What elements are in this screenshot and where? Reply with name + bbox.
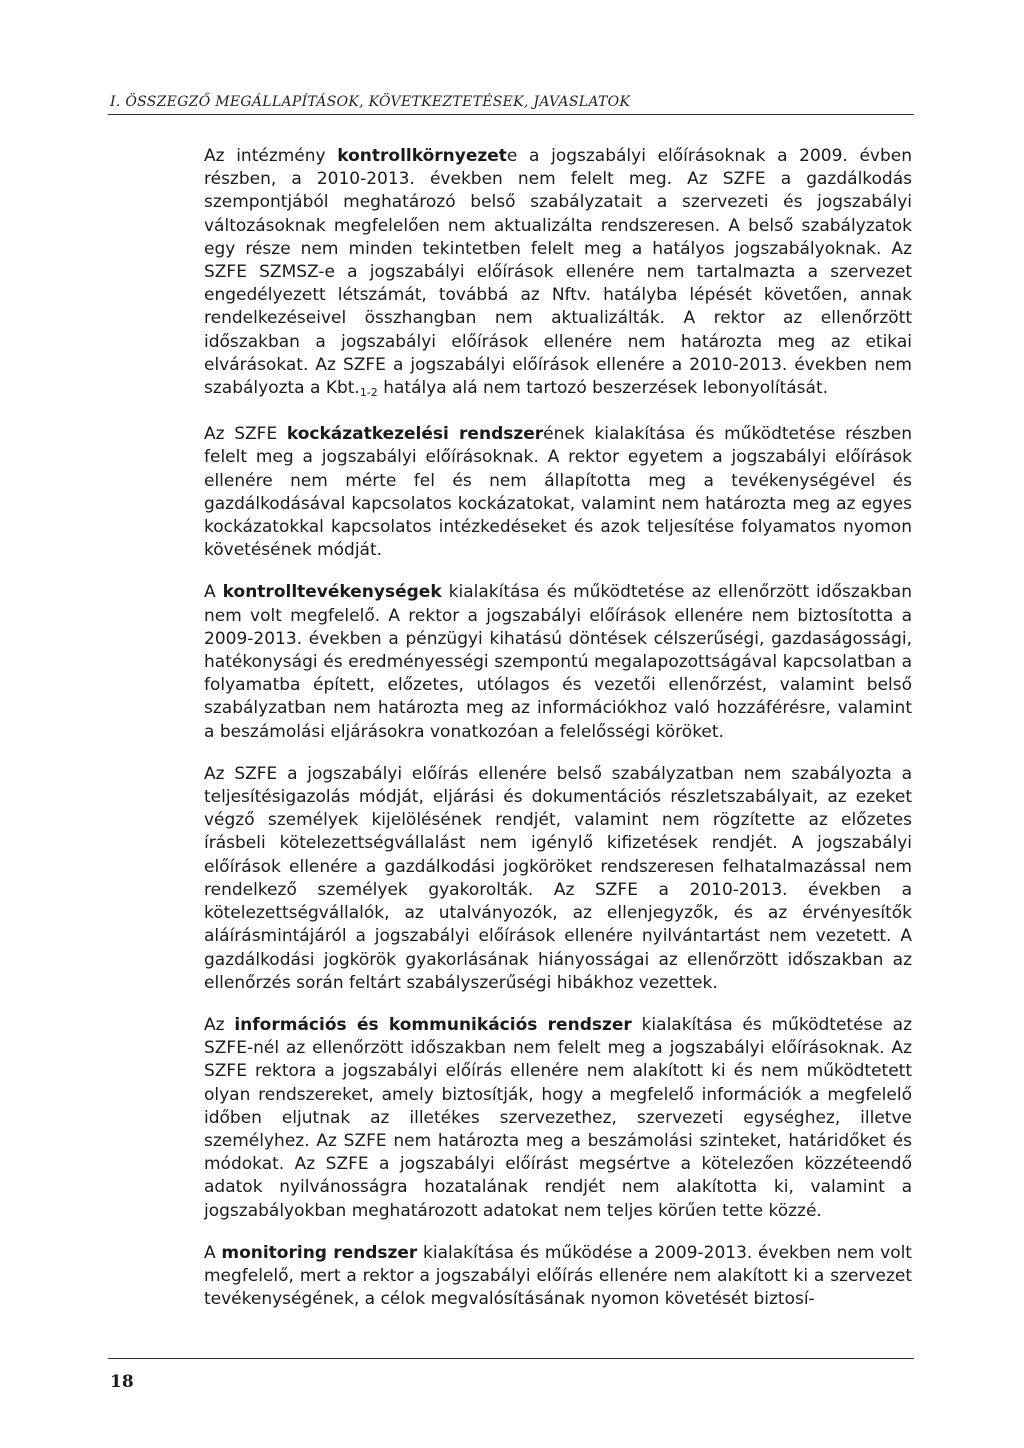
subscript-text: 1-2	[359, 386, 378, 400]
paragraph-text: kialakítása és működtetése az ellenőrzött időszakban nem volt megfelelő. A rektor a jogszabályi előírások ellenére nem biztosította a 2009-2013. években a pénzügyi kihatású döntések célszerűségi, gazdaságossági, hatékonysági és eredményességi szempontú megalapozottságával kapcsolatban a folyamatba épített, előzetes, utólagos és vezetői ellenőrzést, valamint belső szabályzatban nem határozta meg az információkhoz való hozzáférésre, valamint a beszámolási eljárásokra vonatkozóan a felelősségi köröket.	[204, 582, 912, 742]
paragraph-control-activities	[204, 581, 912, 743]
paragraph-authorization	[204, 763, 912, 995]
paragraph-text: Az	[204, 1014, 235, 1035]
paragraph-information-communication	[204, 1014, 912, 1223]
paragraph-text: Az SZFE a jogszabályi előírás ellenére belső szabályzatban nem szabályozta a teljesítésigazolás módját, eljárási és dokumentációs részletszabályait, az ezeket végző személyek kijelölésének rendjét, valamint nem rögzítette az előzetes írásbeli kötelezettségvállalást nem igénylő kifizetések rendjét. A jogszabályi előírások ellenére a gazdálkodási jogköröket rendszeresen felhatalmazással nem rendelkező személyek gyakorolták. Az SZFE a 2010-2013. években a kötelezettségvállalók, az utalványozók, az ellenjegyzők, és az érvényesítők aláírásmintájáról a jogszabályi előírások ellenére nyilvántartást nem vezetett. A gazdálkodási jogkörök gyakorlásának hiányosságai az ellenőrzött időszakban az ellenőrzés során feltárt szabályszerűségi hibákhoz vezettek.	[204, 763, 912, 993]
paragraph-text: e a jogszabályi előírásoknak a 2009. évben részben, a 2010-2013. években nem felelt meg. Az SZFE a gazdálkodás szempontjából meghatározó belső szabályzatait a szervezeti és jogszabályi változásoknak megfelelően nem aktualizálta rendszeresen. A belső szabályzatok egy része nem minden tekintetben felelt meg a hatályos jogszabályoknak. Az SZFE SZMSZ-e a jogszabályi előírások ellenére nem tartalmazta a szervezet engedélyezett létszámát, továbbá az Nftv. hatályba lépését követően, annak rendelkezéseivel összhangban nem aktualizálták. A rektor az ellenőrzött időszakban a jogszabályi előírások ellenére nem határozta meg az etikai elvárásokat. Az SZFE a jogszabályi előírások ellenére a 2010-2013. években nem szabályozta a Kbt.	[204, 146, 913, 399]
paragraph-text: Az SZFE	[204, 424, 287, 445]
footer-rule	[108, 1358, 914, 1359]
paragraph-text: kialakítása és működtetése az SZFE-nél az ellenőrzött időszakban nem felelt meg a jogszabályi előírásoknak. Az SZFE rektora a jogszabályi előírás ellenére nem alakított ki és nem működtetett olyan rendszereket, amely biztosítják, hogy a megfelelő információk a megfelelő időben eljutnak az illetékes szervezethez, szervezeti egységhez, illetve személyhez. Az SZFE nem határozta meg a beszámolási szinteket, határidőket és módokat. Az SZFE a jogszabályi előírást megsértve a kötelezően közzéteendő adatok nyilvánosságra hozatalának rendjét nem alakította ki, valamint a jogszabályokban meghatározott adatokat nem teljes körűen tette közzé.	[204, 1014, 913, 1221]
bold-term: kontrollkörnyezet	[337, 146, 507, 166]
paragraph-risk-management	[204, 423, 912, 562]
paragraph-text: A	[204, 1242, 222, 1263]
paragraph-text: hatálya alá nem tartozó beszerzések lebonyolítását.	[377, 378, 829, 399]
header-rule	[108, 114, 914, 115]
paragraph-text: Az intézmény	[204, 146, 338, 166]
paragraph-text: ének kialakítása és működtetése részben felelt meg a jogszabályi előírásoknak. A rektor egyetem a jogszabályi előírások ellenére nem mérte fel és nem állapította meg a tevékenységével és gazdálkodásával kapcsolatos kockázatokat, valamint nem határozta meg az egyes kockázatokkal kapcsolatos intézkedéseket és azok teljesítése folyamatos nyomon követésének módját.	[204, 424, 912, 561]
paragraph-control-environment	[204, 145, 912, 404]
paragraph-text: A	[204, 582, 223, 603]
page-number: 18	[110, 1372, 134, 1392]
paragraph-text: kialakítása és működése a 2009-2013. években nem volt megfelelő, mert a rektor a jogszabályi előírás ellenére nem alakított ki a szervezet tevékenységének, a célok megvalósításának nyomon követését biztosí-	[204, 1242, 912, 1310]
bold-term: kontrolltevékenységek	[222, 582, 442, 603]
document-body	[204, 145, 912, 1330]
paragraph-monitoring	[204, 1242, 912, 1312]
bold-term: információs és kommunikációs rendszer	[234, 1014, 632, 1035]
running-header: I. ÖSSZEGZŐ MEGÁLLAPÍTÁSOK, KÖVETKEZTETÉSEK, JAVASLATOK	[110, 94, 631, 110]
bold-term: monitoring rendszer	[221, 1242, 418, 1263]
bold-term: kockázatkezelési rendszer	[286, 424, 544, 445]
